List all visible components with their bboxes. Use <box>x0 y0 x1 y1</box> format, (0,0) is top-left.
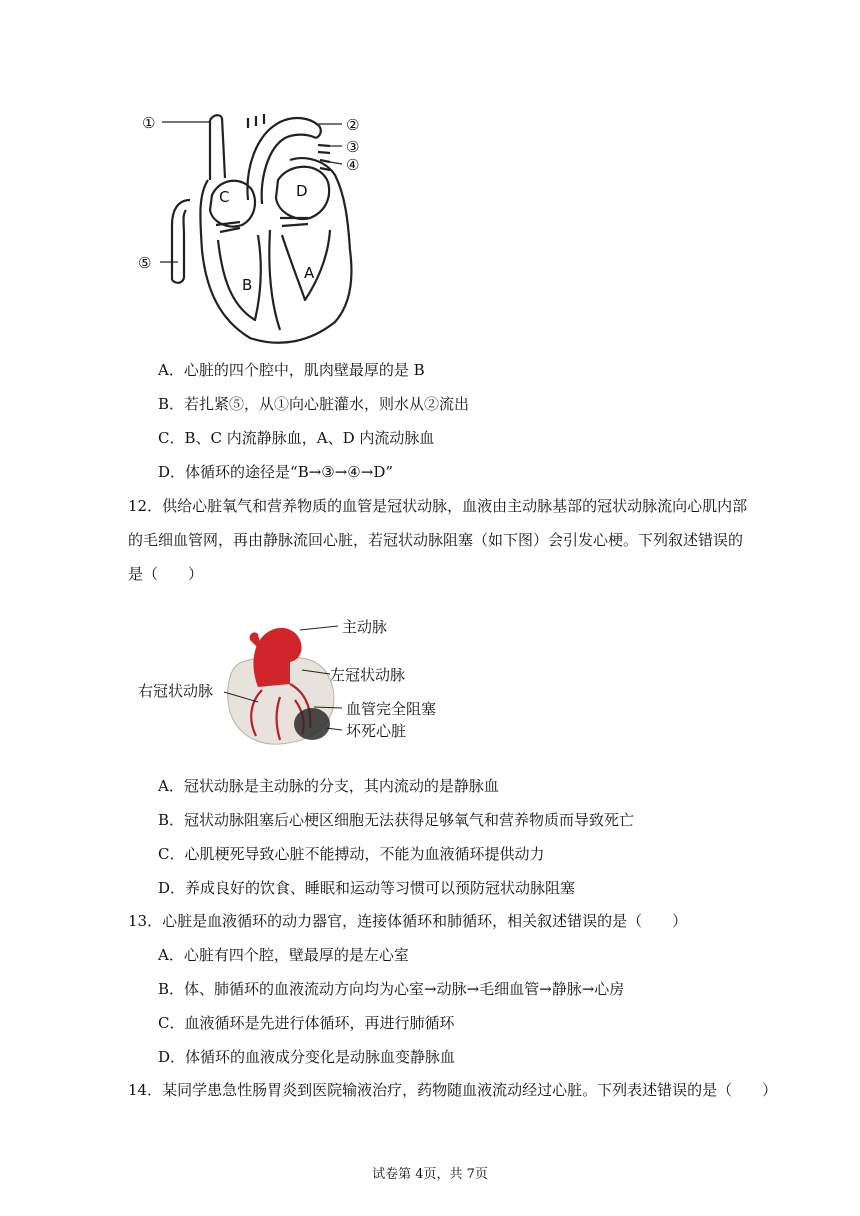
coronary-diagram <box>130 612 460 752</box>
label-2: ② <box>346 116 360 134</box>
label-A: A <box>304 264 315 282</box>
label-right-coronary: 右冠状动脉 <box>138 682 214 700</box>
label-5: ⑤ <box>138 254 152 272</box>
label-D: D <box>296 182 308 200</box>
q12-option-a: A．冠状动脉是主动脉的分支，其内流动的是静脉血 <box>158 777 499 795</box>
q11-option-d: D．体循环的途径是“B→③→④→D” <box>158 463 394 481</box>
q14-stem: 14．某同学患急性肠胃炎到医院输液治疗，药物随血液流动经过心脏。下列表述错误的是（ ） <box>128 1081 778 1099</box>
q11-option-b: B．若扎紧⑤，从①向心脏灌水，则水从②流出 <box>158 395 470 413</box>
label-3: ③ <box>346 138 360 156</box>
label-4: ④ <box>346 156 360 174</box>
q13-option-c: C．血液循环是先进行体循环，再进行肺循环 <box>158 1014 455 1032</box>
label-necrosis: 坏死心脏 <box>346 722 407 740</box>
page-footer: 试卷第 4页，共 7页 <box>372 1167 488 1182</box>
label-aorta: 主动脉 <box>342 618 388 636</box>
q13-option-a: A．心脏有四个腔，壁最厚的是左心室 <box>158 946 409 964</box>
q13-option-d: D．体循环的血液成分变化是动脉血变静脉血 <box>158 1048 456 1066</box>
q12-stem: 12．供给心脏氧气和营养物质的血管是冠状动脉，血液由主动脉基部的冠状动脉流向心肌内部的毛细血管网，再由静脉流回心脏，若冠状动脉阻塞（如下图）会引发心梗。下列叙述错误的是（ ） <box>128 497 748 583</box>
q12-option-c: C．心肌梗死导致心脏不能搏动，不能为血液循环提供动力 <box>158 845 545 863</box>
label-1: ① <box>142 114 156 132</box>
q11-option-a: A．心脏的四个腔中，肌肉壁最厚的是 B <box>158 361 425 379</box>
q13-option-b: B．体、肺循环的血液流动方向均为心室→动脉→毛细血管→静脉→心房 <box>158 980 625 998</box>
label-blocked: 血管完全阻塞 <box>346 700 437 718</box>
label-C: C <box>219 188 230 206</box>
q13-stem: 13．心脏是血液循环的动力器官，连接体循环和肺循环，相关叙述错误的是（ ） <box>128 912 688 930</box>
label-B: B <box>242 276 253 294</box>
heart-diagram <box>130 100 380 360</box>
q11-option-c: C．B、C 内流静脉血，A、D 内流动脉血 <box>158 429 435 447</box>
q12-option-b: B．冠状动脉阻塞后心梗区细胞无法获得足够氧气和营养物质而导致死亡 <box>158 811 635 829</box>
label-left-coronary: 左冠状动脉 <box>330 666 406 684</box>
q12-option-d: D．养成良好的饮食、睡眠和运动等习惯可以预防冠状动脉阻塞 <box>158 879 576 897</box>
